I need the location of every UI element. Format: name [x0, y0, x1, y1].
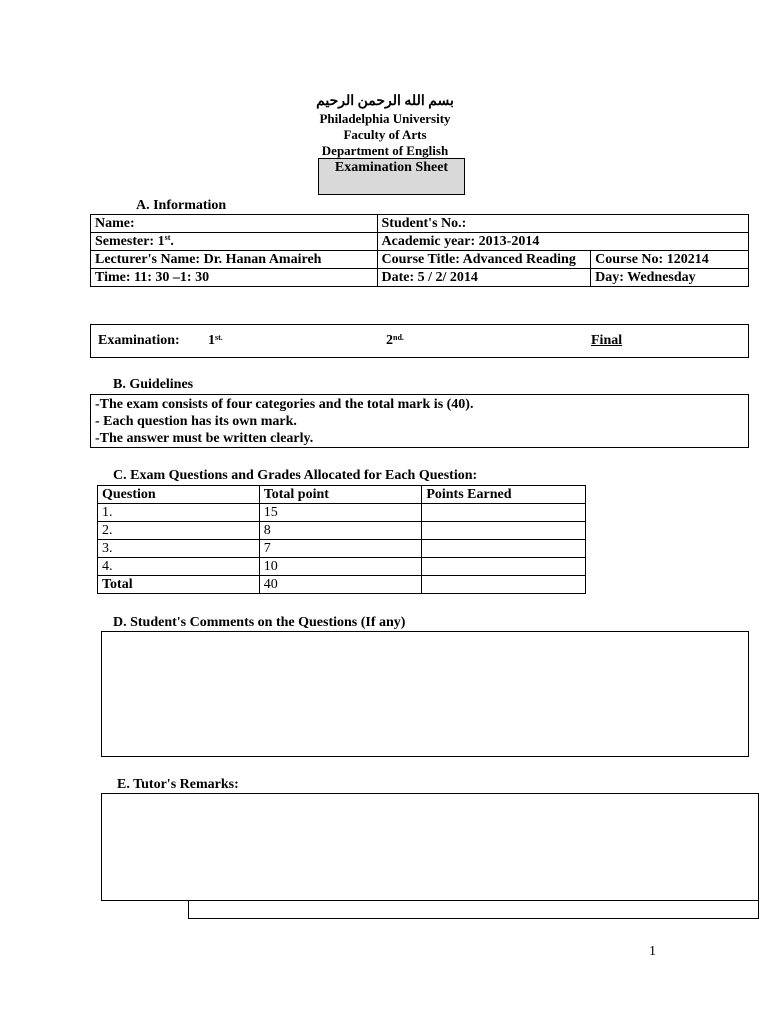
- academic-year: Academic year: 2013-2014: [381, 234, 540, 249]
- examination-box: [90, 324, 749, 358]
- tutor-remarks-strip: [188, 900, 759, 919]
- section-d-heading: D. Student's Comments on the Questions (If any): [113, 615, 406, 630]
- questions-table: [97, 485, 586, 594]
- academic-year-cell: [377, 233, 749, 251]
- column-header-question: Question: [98, 486, 260, 504]
- first-exam-sup: st.: [215, 333, 223, 342]
- total-point-cell: 8: [259, 522, 422, 540]
- exam-day: Day: Wednesday: [595, 270, 696, 285]
- section-b-heading: B. Guidelines: [113, 377, 194, 392]
- university-name: Philadelphia University: [319, 111, 451, 126]
- faculty-name: Faculty of Arts: [343, 127, 427, 142]
- exam-time: Time: 11: 30 –1: 30: [95, 270, 210, 285]
- tutor-remarks-box[interactable]: [101, 793, 759, 901]
- semester-sup: st: [164, 233, 171, 242]
- question-cell: 2.: [98, 522, 260, 540]
- student-no-label: Student's No.:: [381, 216, 467, 231]
- name-cell: [91, 215, 378, 233]
- department-name: Department of English: [321, 143, 449, 158]
- exam-date: Date: 5 / 2/ 2014: [381, 270, 478, 285]
- points-earned-cell: [422, 504, 586, 522]
- semester-cell: [91, 233, 378, 251]
- course-no-cell: [591, 251, 749, 269]
- section-c-heading: C. Exam Questions and Grades Allocated for Each Question:: [113, 468, 478, 483]
- points-earned-cell: [422, 540, 586, 558]
- first-exam-number: 1: [208, 333, 215, 348]
- table-row: [98, 540, 586, 558]
- exam-sheet-title: Examination Sheet: [334, 160, 449, 175]
- second-exam-sup: nd.: [393, 333, 404, 342]
- guideline-line: -The answer must be written clearly.: [95, 431, 314, 446]
- page-number: 1: [649, 944, 656, 959]
- guidelines-box: [90, 394, 749, 448]
- basmala: بسم الله الرحمن الرحيم: [316, 94, 454, 109]
- student-comments-box[interactable]: [101, 631, 749, 757]
- table-row: [98, 558, 586, 576]
- lecturer-cell: [91, 251, 378, 269]
- section-e-heading: E. Tutor's Remarks:: [117, 777, 239, 792]
- section-a-heading: A. Information: [136, 198, 227, 213]
- name-label: Name:: [95, 216, 135, 231]
- table-row: [98, 576, 586, 594]
- time-cell: [91, 269, 378, 287]
- question-cell: 4.: [98, 558, 260, 576]
- course-title-cell: [377, 251, 591, 269]
- semester-end: .: [170, 234, 174, 249]
- student-no-cell: [377, 215, 749, 233]
- lecturer-name: Lecturer's Name: Dr. Hanan Amaireh: [95, 252, 322, 267]
- day-cell: [591, 269, 749, 287]
- table-row: [98, 522, 586, 540]
- total-value-cell: 40: [259, 576, 422, 594]
- table-row: [98, 504, 586, 522]
- points-earned-cell: [422, 558, 586, 576]
- examination-first: [208, 333, 223, 349]
- total-point-cell: 15: [259, 504, 422, 522]
- course-no: Course No: 120214: [595, 252, 709, 267]
- total-point-cell: 7: [259, 540, 422, 558]
- exam-sheet-title-box: [318, 158, 465, 195]
- examination-label: Examination:: [98, 333, 180, 348]
- guideline-line: - Each question has its own mark.: [95, 414, 297, 429]
- examination-final: Final: [591, 333, 623, 348]
- column-header-earned: Points Earned: [422, 486, 586, 504]
- total-label-cell: Total: [98, 576, 260, 594]
- total-point-cell: 10: [259, 558, 422, 576]
- course-title: Course Title: Advanced Reading: [381, 252, 576, 267]
- points-earned-cell: [422, 522, 586, 540]
- column-header-total: Total point: [259, 486, 422, 504]
- second-exam-number: 2: [386, 333, 393, 348]
- date-cell: [377, 269, 591, 287]
- examination-second: [386, 333, 404, 349]
- semester-label: Semester: 1: [95, 234, 165, 249]
- total-earned-cell: [422, 576, 586, 594]
- guideline-line: -The exam consists of four categories and the total mark is (40).: [95, 397, 474, 412]
- information-table: [90, 214, 749, 287]
- question-cell: 3.: [98, 540, 260, 558]
- question-cell: 1.: [98, 504, 260, 522]
